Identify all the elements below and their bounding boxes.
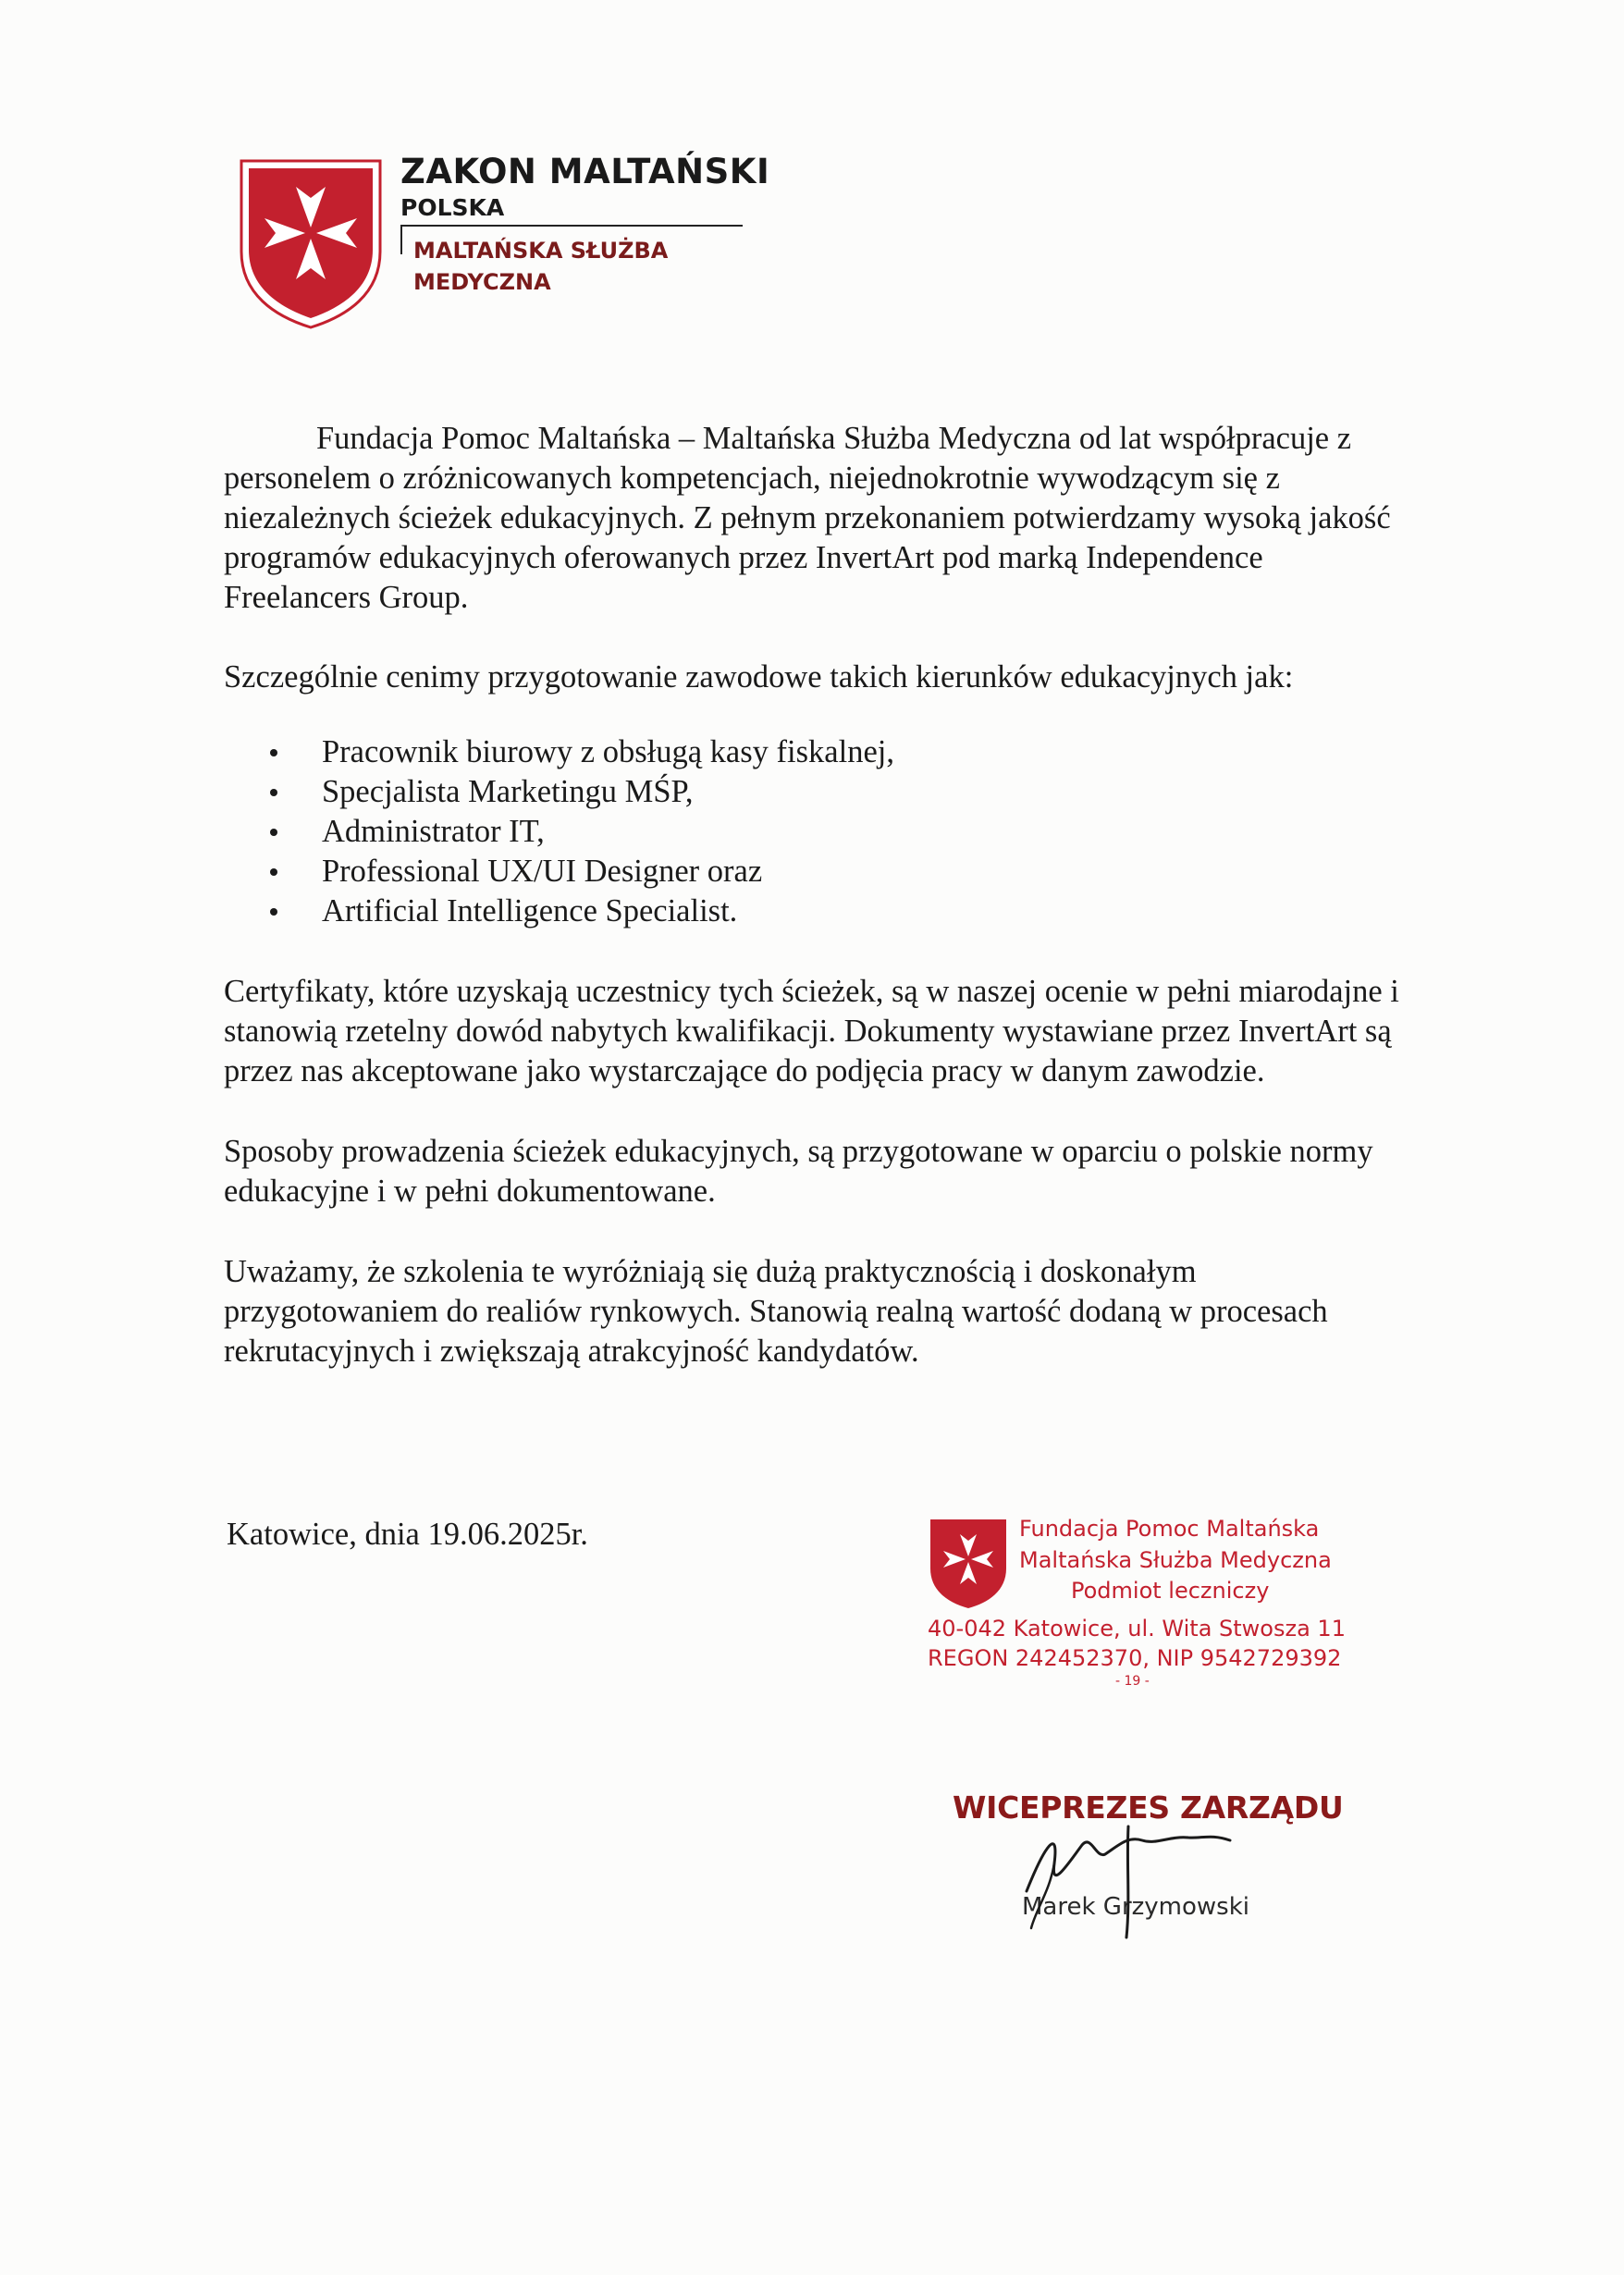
organization-stamp: [923, 1507, 1367, 1702]
list-item-text: Specjalista Marketingu MŚP,: [322, 774, 694, 809]
signatory-role: WICEPREZES ZARZĄDU: [953, 1789, 1344, 1826]
list-item: [224, 852, 1417, 892]
letterhead-title: ZAKON MALTAŃSKI: [400, 152, 770, 191]
signatory-name: Marek Grzymowski: [1022, 1893, 1249, 1921]
bullet-icon: [270, 908, 277, 916]
stamp-mark: - 19 -: [1115, 1674, 1150, 1689]
list-item: [224, 732, 1417, 772]
stamp-line-foundation: Fundacja Pomoc Maltańska: [1019, 1516, 1320, 1542]
dateline: Katowice, dnia 19.06.2025r.: [227, 1517, 588, 1552]
list-item: [224, 772, 1417, 812]
list-item: [224, 812, 1417, 852]
paragraph-methods: Sposoby prowadzenia ścieżek edukacyjnych, są przygotowane w oparciu o polskie normy edukacyjne i w pełni dokumentowane.: [224, 1134, 1373, 1209]
letterhead-rule: [400, 225, 743, 227]
list-item-text: Administrator IT,: [322, 814, 545, 849]
stamp-line-type: Podmiot leczniczy: [1071, 1578, 1270, 1604]
letterhead: [236, 148, 809, 333]
maltese-cross-shield-icon: [236, 155, 386, 331]
letter-body: [224, 419, 1417, 1371]
bullet-icon: [270, 829, 277, 836]
paragraph-programs: Szczególnie cenimy przygotowanie zawodowe takich kierunków edukacyjnych jak:: [224, 659, 1294, 695]
letterhead-subtitle: POLSKA: [400, 194, 505, 221]
list-item-text: Professional UX/UI Designer oraz: [322, 854, 763, 889]
letterhead-service-name: [413, 235, 668, 298]
stamp-line-address: 40-042 Katowice, ul. Wita Stwosza 11: [928, 1616, 1346, 1642]
letterhead-rule-vertical: [400, 227, 402, 254]
paragraph-certificates: Certyfikaty, które uzyskają uczestnicy tych ścieżek, są w naszej ocenie w pełni miarodajne i stanowią rzetelny dowód nabytych kwalifikacji. Dokumenty wystawiane przez InvertArt są przez nas akceptowane jako wystarczające do podjęcia pracy w danym zawodzie.: [224, 974, 1399, 1088]
letterhead-service-line2: MEDYCZNA: [413, 269, 551, 295]
stamp-line-registry: REGON 242452370, NIP 9542729392: [928, 1645, 1342, 1671]
bullet-icon: [270, 749, 277, 756]
program-list: [224, 732, 1417, 931]
paragraph-summary: Uważamy, że szkolenia te wyróżniają się dużą praktycznością i doskonałym przygotowaniem do realiów rynkowych. Stanowią realną wartość dodaną w procesach rekrutacyjnych i zwiększają atrakcyjność kandydatów.: [224, 1254, 1328, 1369]
list-item-text: Pracownik biurowy z obsługą kasy fiskalnej,: [322, 734, 894, 769]
stamp-shield-icon: [928, 1517, 1009, 1611]
signature-block: [953, 1789, 1359, 1974]
paragraph-intro: Fundacja Pomoc Maltańska – Maltańska Służba Medyczna od lat współpracuje z personelem o zróżnicowanych kompetencjach, niejednokrotnie wywodzącym się z niezależnych ścieżek edukacyjnych. Z pełnym przekonaniem potwierdzamy wysoką jakość programów edukacyjnych oferowanych przez InvertArt pod marką Independence Freelancers Group.: [224, 421, 1391, 615]
bullet-icon: [270, 868, 277, 876]
handwritten-signature-icon: [1017, 1808, 1258, 1947]
list-item: [224, 892, 1417, 931]
bullet-icon: [270, 789, 277, 796]
list-item-text: Artificial Intelligence Specialist.: [322, 893, 738, 928]
letterhead-service-line1: MALTAŃSKA SŁUŻBA: [413, 238, 669, 264]
stamp-line-service: Maltańska Służba Medyczna: [1019, 1547, 1332, 1573]
